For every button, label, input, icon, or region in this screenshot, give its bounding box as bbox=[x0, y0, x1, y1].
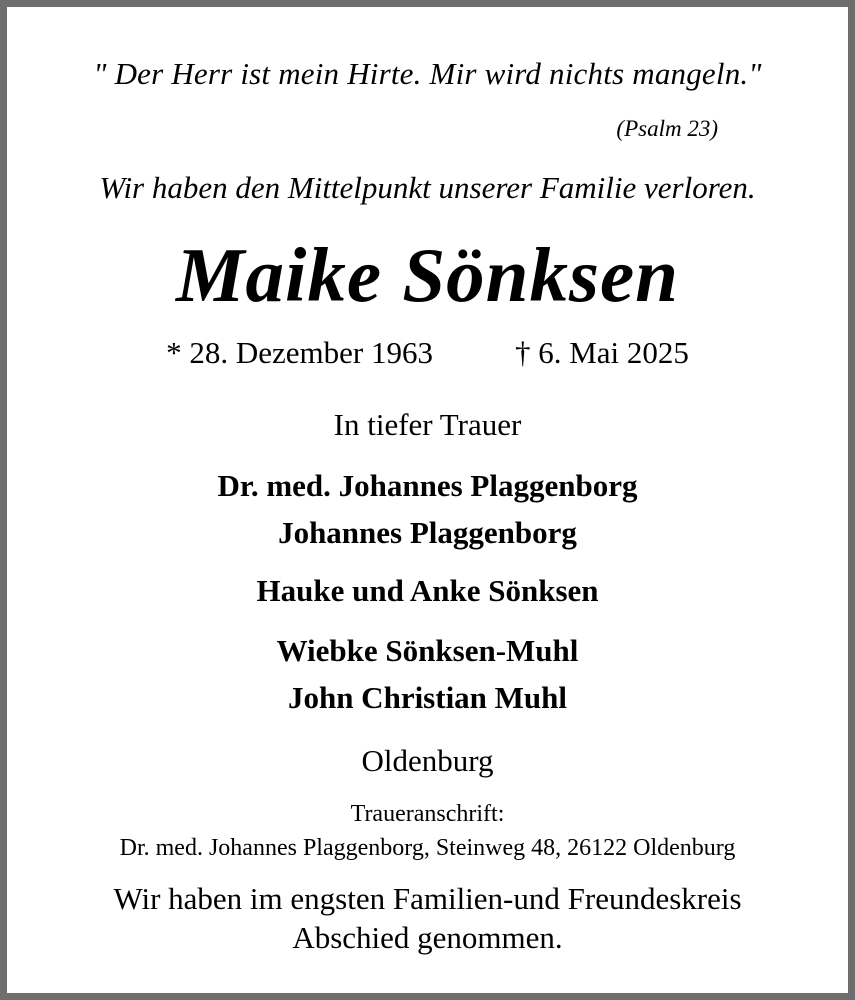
closing-line-2: Abschied genommen. bbox=[292, 920, 563, 955]
intro-line: Wir haben den Mittelpunkt unserer Familie verloren. bbox=[99, 170, 756, 205]
city: Oldenburg bbox=[361, 743, 494, 778]
mourner-name: Wiebke Sönksen-Muhl bbox=[276, 633, 579, 668]
deceased-name: Maike Sönksen bbox=[176, 232, 679, 318]
closing-line-1: Wir haben im engsten Familien-und Freundeskreis bbox=[113, 881, 742, 916]
life-dates bbox=[7, 337, 848, 368]
mourner-name: John Christian Muhl bbox=[287, 680, 568, 715]
address-label: Traueranschrift: bbox=[350, 801, 505, 827]
birth-date: * 28. Dezember 1963 bbox=[166, 335, 433, 370]
mourner-name: Johannes Plaggenborg bbox=[278, 515, 577, 550]
mourning-line: In tiefer Trauer bbox=[333, 407, 522, 442]
psalm-quote: " Der Herr ist mein Hirte. Mir wird nichts mangeln." bbox=[93, 56, 762, 91]
quote-source: (Psalm 23) bbox=[616, 116, 718, 141]
mourner-name: Hauke und Anke Sönksen bbox=[256, 573, 599, 608]
mourning-address: Dr. med. Johannes Plaggenborg, Steinweg 48, 26122 Oldenburg bbox=[119, 835, 736, 861]
mourner-name: Dr. med. Johannes Plaggenborg bbox=[217, 468, 638, 503]
death-date: † 6. Mai 2025 bbox=[514, 335, 689, 370]
